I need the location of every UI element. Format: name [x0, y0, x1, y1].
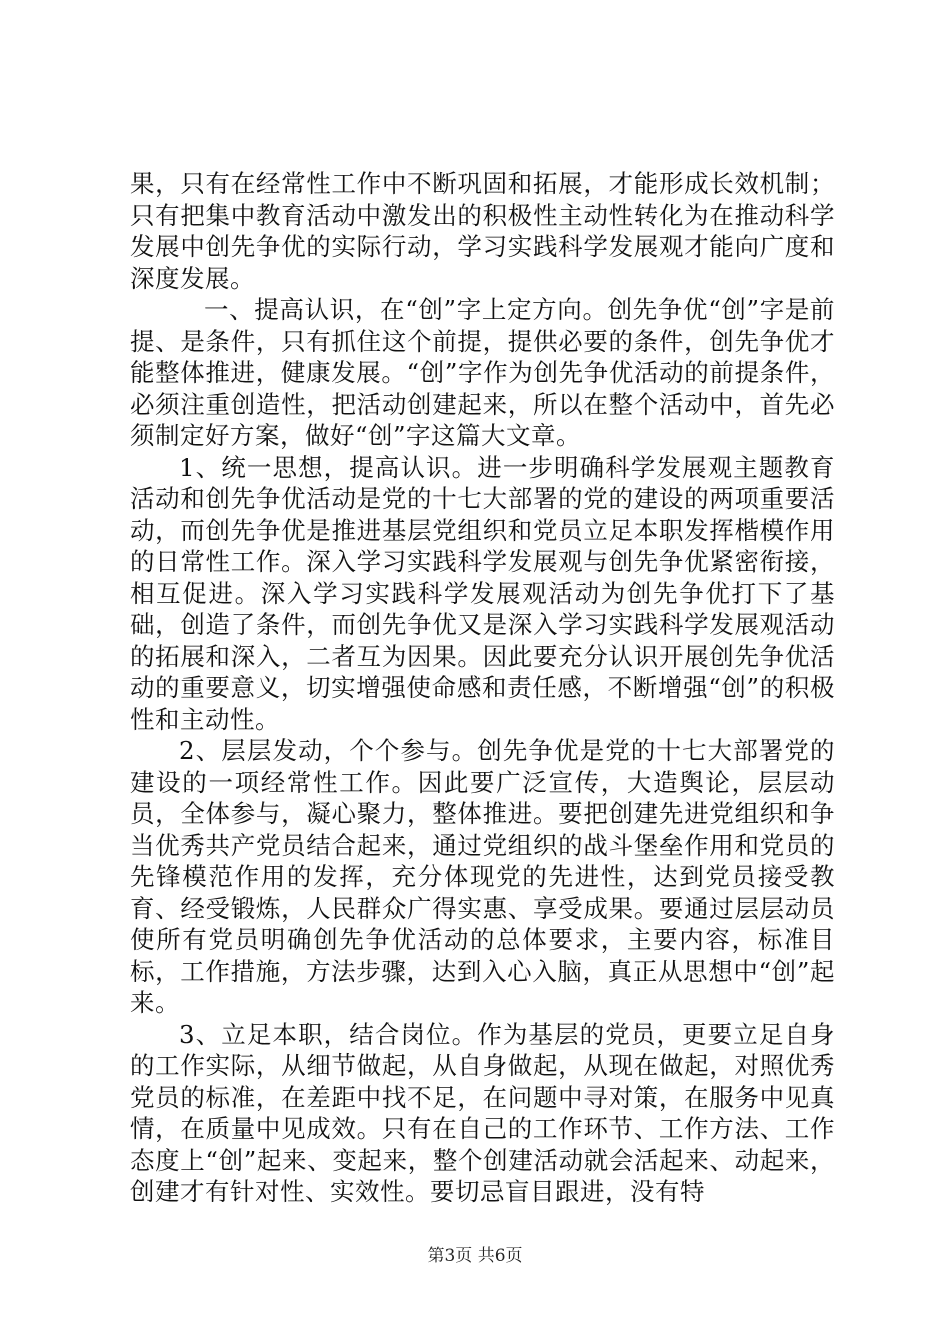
paragraph-continuation: 果，只有在经常性工作中不断巩固和拓展，才能形成长效机制；只有把集中教育活动中激发出的积极性主动性转化为在推动科学发展中创先争优的实际行动，学习实践科学发展观才能向广度和深度发展。: [130, 169, 835, 293]
paragraph-item-one: 1、统一思想，提高认识。进一步明确科学发展观主题教育活动和创先争优活动是党的十七大部署的党的建设的两项重要活动，而创先争优是推进基层党组织和党员立足本职发挥楷模作用的日常性工作。深入学习实践科学发展观与创先争优紧密衔接，相互促进。深入学习实践科学发展观活动为创先争优打下了基础，创造了条件，而创先争优又是深入学习实践科学发展观活动的拓展和深入，二者互为因果。因此要充分认识开展创先争优活动的重要意义，切实增强使命感和责任感，不断增强“创”的积极性和主动性。: [130, 452, 835, 734]
paragraph-item-two: 2、层层发动，个个参与。创先争优是党的十七大部署党的建设的一项经常性工作。因此要广泛宣传，大造舆论，层层动员，全体参与，凝心聚力，整体推进。要把创建先进党组织和争当优秀共产党员结合起来，通过党组织的战斗堡垒作用和党员的先锋模范作用的发挥，充分体现党的先进性，达到党员接受教育、经受锻炼，人民群众广得实惠、享受成果。要通过层层动员使所有党员明确创先争优活动的总体要求，主要内容，标准目标，工作措施，方法步骤，达到入心入脑，真正从思想中“创”起来。: [130, 736, 835, 1017]
page-footer: 第3页 共6页: [427, 1246, 523, 1266]
paragraph-section-one: 一、提高认识，在“创”字上定方向。创先争优“创”字是前提、是条件，只有抓住这个前提，提供必要的条件，创先争优才能整体推进，健康发展。“创”字作为创先争优活动的前提条件，必须注重创造性，把活动创建起来，所以在整个活动中，首先必须制定好方案，做好“创”字这篇大文章。: [130, 295, 835, 450]
paragraph-item-three: 3、立足本职，结合岗位。作为基层的党员，更要立足自身的工作实际，从细节做起，从自身做起，从现在做起，对照优秀党员的标准，在差距中找不足，在问题中寻对策，在服务中见真情，在质量中见成效。只有在自己的工作环节、工作方法、工作态度上“创”起来、变起来，整个创建活动就会活起来、动起来，创建才有针对性、实效性。要切忌盲目跟进，没有特: [130, 1019, 835, 1206]
document-body: [130, 168, 835, 1208]
